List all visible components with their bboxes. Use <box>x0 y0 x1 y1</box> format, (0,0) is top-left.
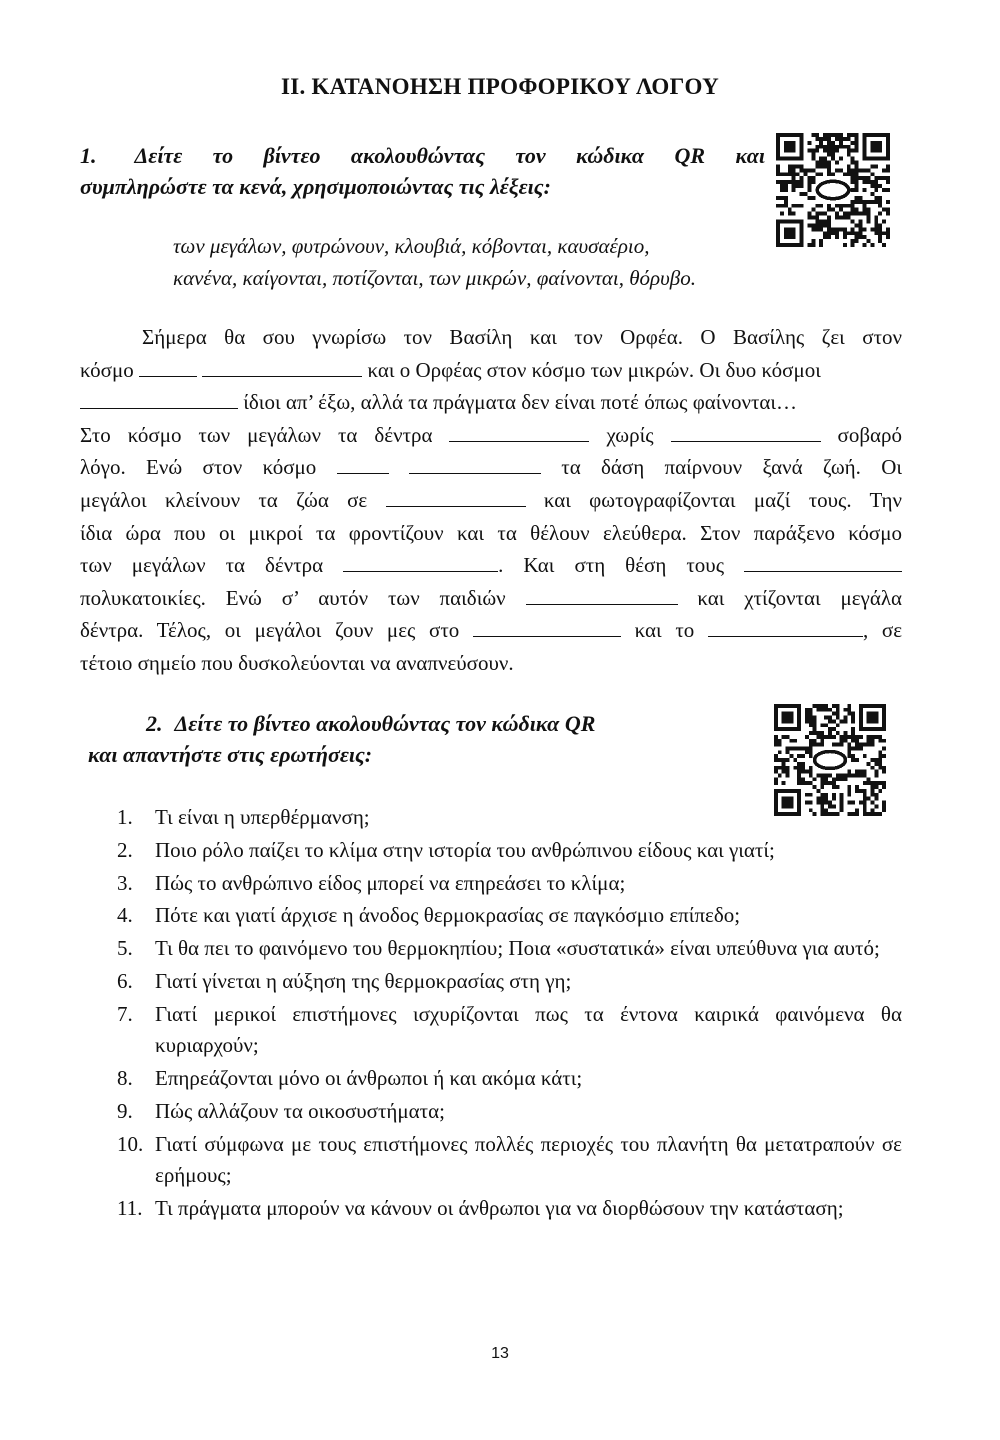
passage-line: δέντρα. Τέλος, οι μεγάλοι ζουν μες στο και το , σε <box>80 618 902 643</box>
question-item <box>110 933 902 965</box>
question-text: Γιατί μερικοί επιστήμονες ισχυρίζονται πως τα έντονα καιρικά φαινόμενα θα κυριαρχούν; <box>155 1001 902 1058</box>
question-text: Τι θα πει το φαινόμενο του θερμοκηπίου; Ποια «συστατικά» είναι υπεύθυνα για αυτό; <box>155 936 880 961</box>
page-number: 13 <box>491 1345 509 1362</box>
question-number: 2. <box>117 837 133 862</box>
question-number: 9. <box>117 1098 133 1123</box>
question-item <box>110 1129 902 1192</box>
exercise-1-heading-line-2: συμπληρώστε τα κενά, χρησιμοποιώντας τις λέξεις: <box>80 174 551 199</box>
exercise-2-heading <box>88 708 728 770</box>
question-number: 7. <box>117 1001 133 1026</box>
exercise-1-number: 1. <box>80 143 97 168</box>
question-number: 8. <box>117 1066 133 1091</box>
question-text: Πώς το ανθρώπινο είδος μπορεί να επηρεάσει το κλίμα; <box>155 870 626 895</box>
question-number: 10. <box>117 1131 144 1156</box>
question-text: Επηρεάζονται μόνο οι άνθρωποι ή και ακόμα κάτι; <box>155 1066 583 1091</box>
question-text: Γιατί σύμφωνα με τους επιστήμονες πολλές περιοχές του πλανήτη θα μετατραπούν σε ερήμους; <box>155 1131 902 1188</box>
blank-field[interactable] <box>343 551 498 572</box>
exercise-1-heading-line-1: Δείτε το βίντεο ακολουθώντας τον κώδικα QR και <box>134 143 765 168</box>
question-text: Τι είναι η υπερθέρμανση; <box>155 805 370 829</box>
exercise-1-heading <box>80 140 765 202</box>
blank-field[interactable] <box>337 453 389 474</box>
word-bank-line-2: κανένα, καίγονται, ποτίζονται, των μικρών, φαίνονται, θόρυβο. <box>173 266 696 290</box>
question-text: Τι πράγματα μπορούν να κάνουν οι άνθρωποι για να διορθώσουν την κατάσταση; <box>155 1195 844 1220</box>
exercise-2-number: 2. <box>146 711 163 736</box>
question-item <box>110 900 902 932</box>
blank-field[interactable] <box>473 616 621 637</box>
blank-field[interactable] <box>386 486 526 507</box>
question-item <box>110 802 902 834</box>
question-number: 5. <box>117 936 133 961</box>
question-number: 4. <box>117 903 133 928</box>
section-title: II. ΚΑΤΑΝΟΗΣΗ ΠΡΟΦΟΡΙΚΟΥ ΛΟΓΟΥ <box>280 74 720 99</box>
exercise-2-heading-line-2: και απαντήστε στις ερωτήσεις: <box>88 742 373 767</box>
question-item <box>110 966 902 998</box>
question-text: Γιατί γίνεται η αύξηση της θερμοκρασίας στη γη; <box>155 968 572 993</box>
question-number: 6. <box>117 968 133 993</box>
qr-code-icon[interactable] <box>776 133 890 247</box>
passage-line: Στο κόσμο των μεγάλων τα δέντρα χωρίς σοβαρό <box>80 422 902 447</box>
word-bank <box>173 230 773 294</box>
blank-field[interactable] <box>671 421 821 442</box>
passage-line: λόγο. Ενώ στον κόσμο τα δάση παίρνουν ξανά ζωή. Οι <box>80 455 902 480</box>
question-item <box>110 868 902 900</box>
passage-line: ίδιοι απ’ έξω, αλλά τα πράγματα δεν είναι ποτέ όπως φαίνονται… <box>80 386 902 419</box>
word-bank-line-1: των μεγάλων, φυτρώνουν, κλουβιά, κόβονται, καυσαέριο, <box>173 234 650 258</box>
blank-field[interactable] <box>139 356 197 377</box>
question-text: Πότε και γιατί άρχισε η άνοδος θερμοκρασίας σε παγκόσμιο επίπεδο; <box>155 903 741 928</box>
exercise-2-heading-line-1: Δείτε το βίντεο ακολουθώντας τον κώδικα QR <box>174 711 596 736</box>
blank-field[interactable] <box>744 551 902 572</box>
question-text: Ποιο ρόλο παίζει το κλίμα στην ιστορία του ανθρώπινου είδους και γιατί; <box>155 837 775 862</box>
blank-field[interactable] <box>526 584 678 605</box>
blank-field[interactable] <box>449 421 589 442</box>
passage-line: τέτοιο σημείο που δυσκολεύονται να αναπνεύσουν. <box>80 650 514 675</box>
question-number: 3. <box>117 870 133 895</box>
fill-in-passage <box>80 321 902 680</box>
question-text: Πώς αλλάζουν τα οικοσυστήματα; <box>155 1098 445 1123</box>
question-item <box>110 999 902 1062</box>
question-item <box>110 1063 902 1095</box>
question-item <box>110 835 902 867</box>
passage-line: μεγάλοι κλείνουν τα ζώα σε και φωτογραφίζονται μαζί τους. Την <box>80 487 902 512</box>
blank-field[interactable] <box>80 388 238 409</box>
passage-line: των μεγάλων τα δέντρα . Και στη θέση τους <box>80 549 902 582</box>
passage-line: πολυκατοικίες. Ενώ σ’ αυτόν των παιδιών και χτίζονται μεγάλα <box>80 585 902 610</box>
blank-field[interactable] <box>409 453 541 474</box>
blank-field[interactable] <box>202 356 362 377</box>
passage-line: κόσμο και ο Ορφέας στον κόσμο των μικρών. Οι δυο κόσμοι <box>80 357 821 382</box>
question-item <box>110 1193 902 1225</box>
question-item <box>110 1096 902 1128</box>
question-list <box>110 802 902 1226</box>
blank-field[interactable] <box>708 616 863 637</box>
question-number: 11. <box>117 1195 143 1220</box>
question-number: 1. <box>117 805 133 829</box>
passage-line: ίδια ώρα που οι μικροί τα φροντίζουν και τα θέλουν ελεύθερα. Στον παράξενο κόσμο <box>80 520 902 545</box>
qr-code-icon[interactable] <box>772 704 888 816</box>
passage-line: Σήμερα θα σου γνωρίσω τον Βασίλη και τον Ορφέα. Ο Βασίλης ζει στον <box>142 325 902 349</box>
